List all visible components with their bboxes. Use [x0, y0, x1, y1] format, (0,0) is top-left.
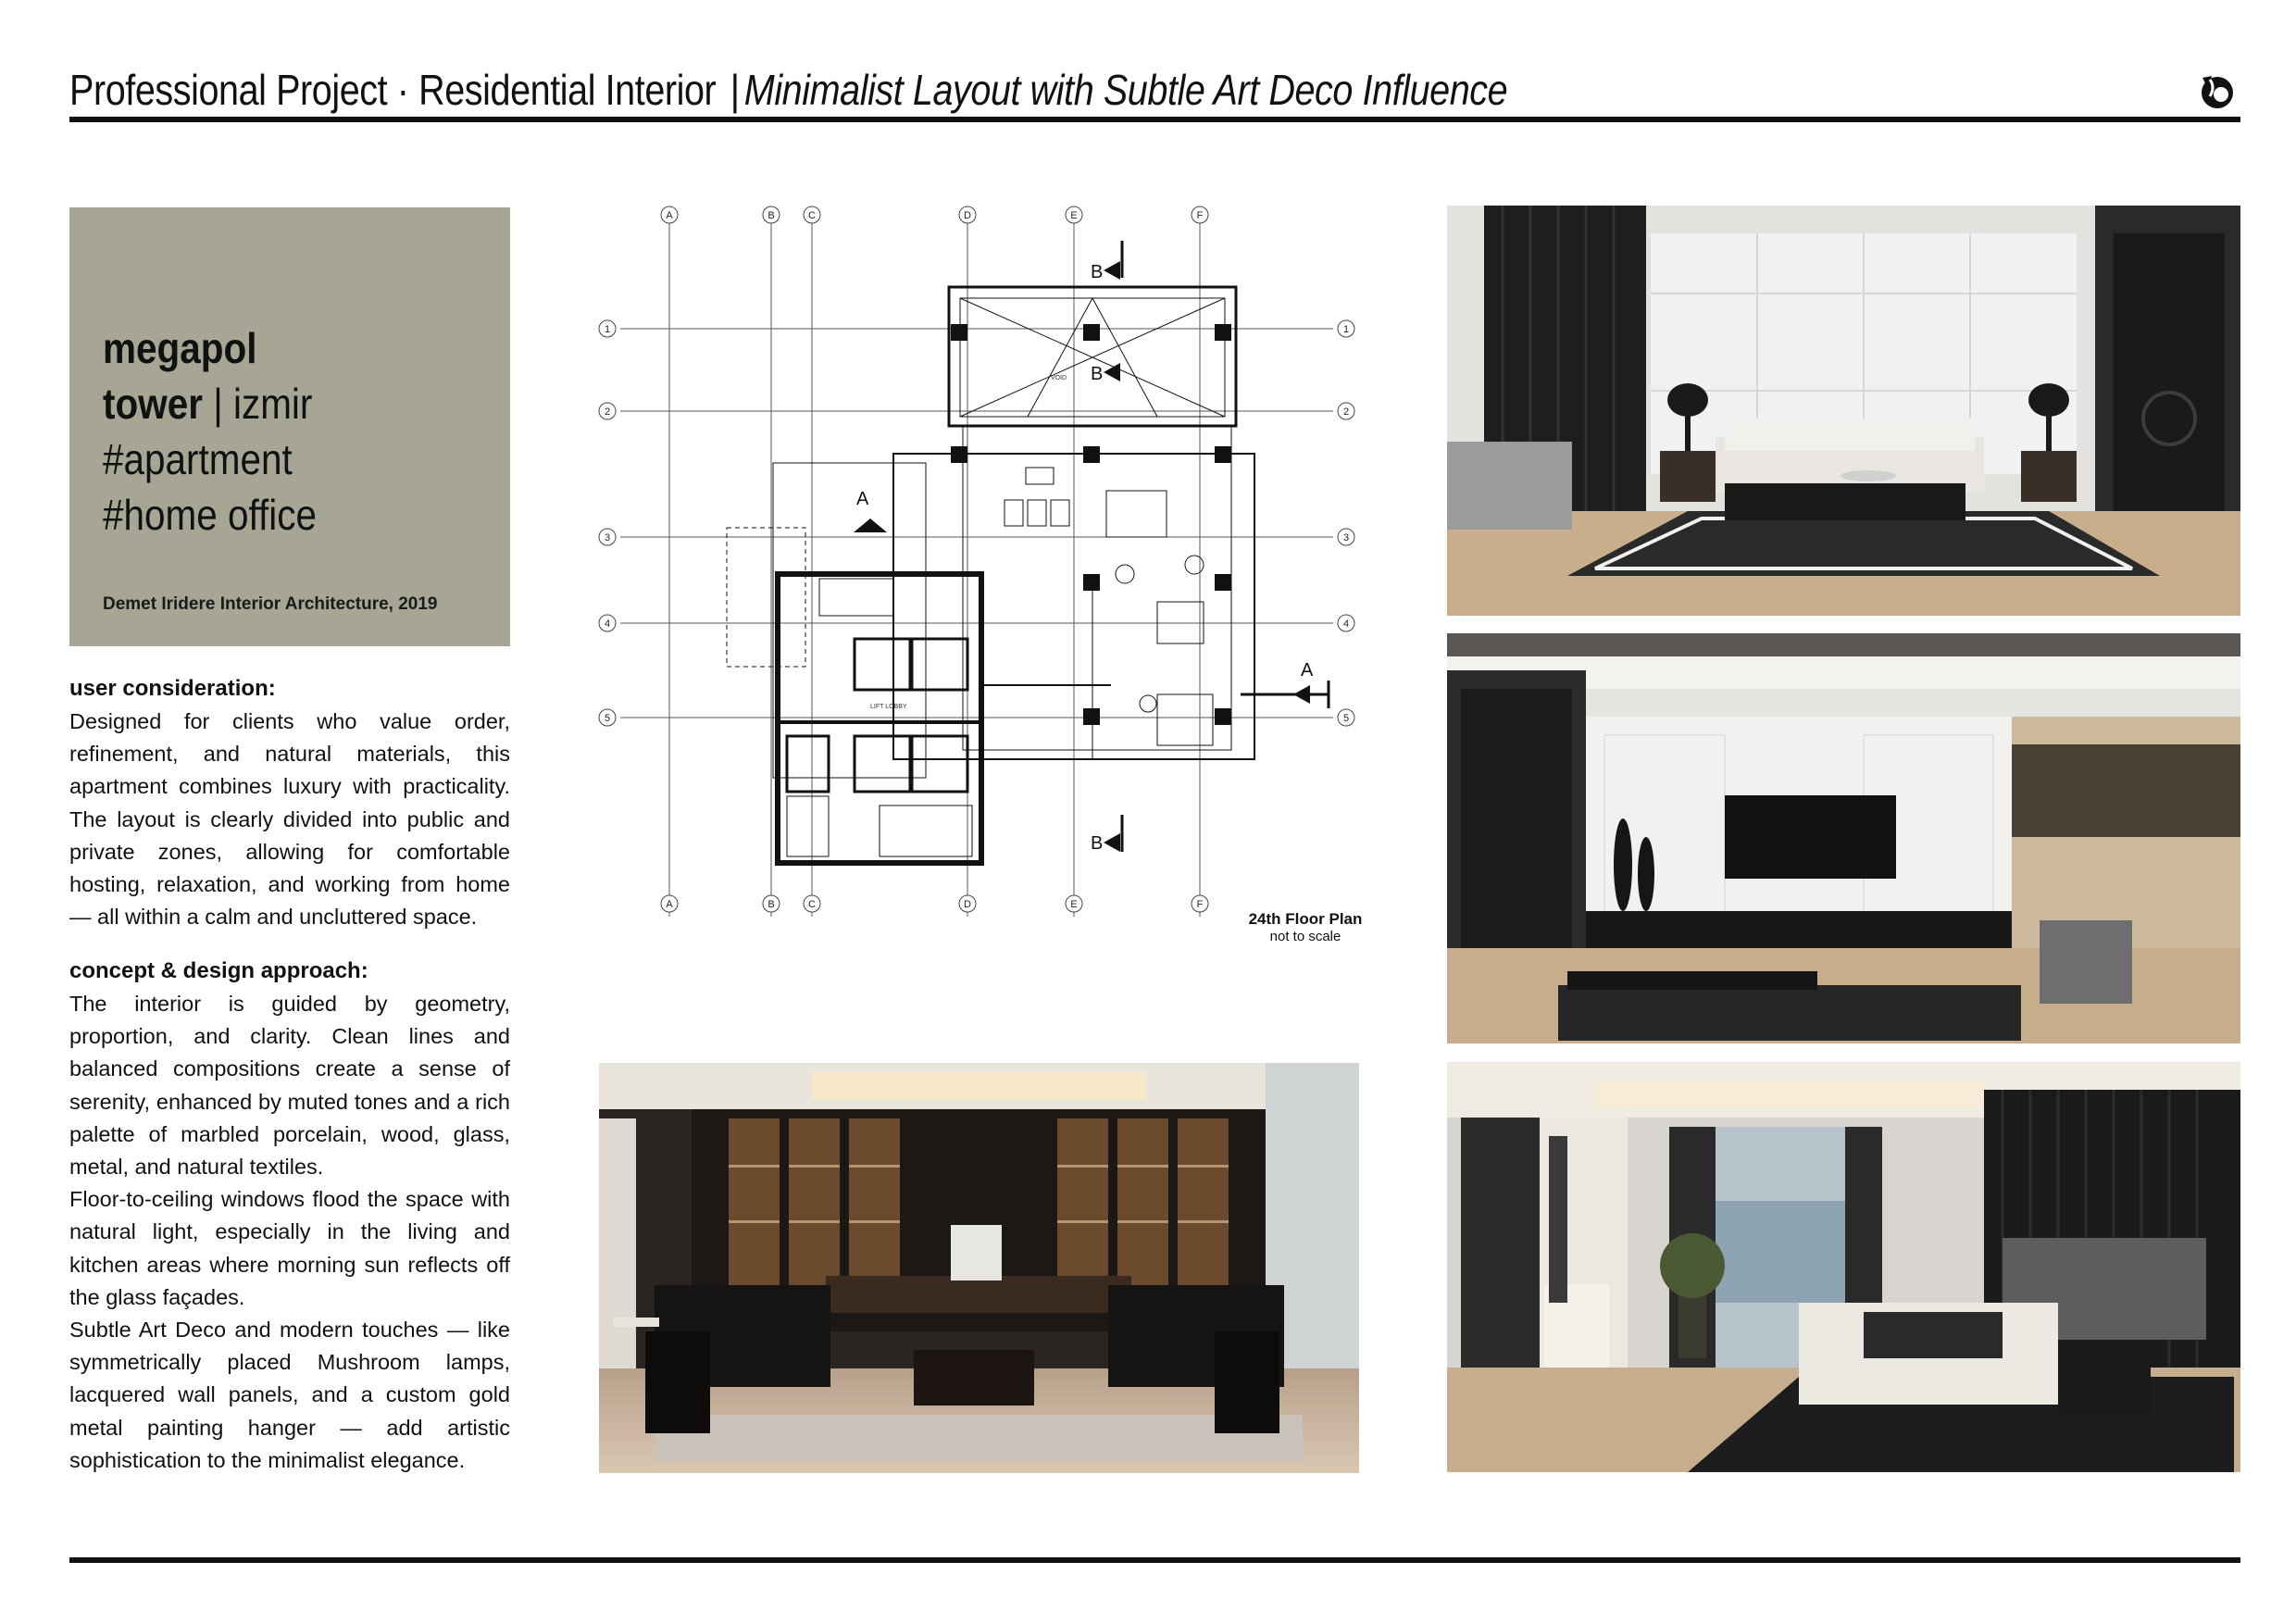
card-credit: Demet Iridere Interior Architecture, 2019	[103, 594, 438, 614]
render-bedroom	[1447, 1062, 2240, 1472]
title-separator: |	[730, 66, 740, 114]
user-consideration-body: Designed for clients who value order, refinement, and natural materials, this apartment combines luxury with practicality. The layout is clearly divided into public and private zones, allowing for comfortable hosting, relaxation, and working from home — all within a calm and uncluttered space.	[69, 709, 510, 930]
render-home-office	[599, 1063, 1359, 1473]
svg-text:A: A	[666, 899, 673, 910]
grid-bubble-col-f	[1192, 206, 1208, 223]
room-label-void: VOID	[1051, 375, 1067, 381]
user-consideration-heading: user consideration:	[69, 676, 276, 701]
room-label-lift-lobby: LIFT LOBBY	[870, 704, 907, 710]
svg-text:5: 5	[604, 713, 611, 724]
grid-bubble-row-3-right	[1338, 529, 1354, 545]
grid-bubble-col-c-bottom	[804, 895, 820, 912]
grid-bubble-col-b-bottom	[763, 895, 780, 912]
grid-bubble-col-e	[1066, 206, 1082, 223]
svg-text:3: 3	[604, 532, 611, 543]
grid-bubble-row-1	[599, 320, 616, 337]
svg-text:A: A	[666, 210, 673, 221]
section-mark-b-bottom: B	[1091, 833, 1104, 854]
grid-bubble-row-4-right	[1338, 615, 1354, 631]
svg-text:D: D	[964, 899, 971, 910]
page-title	[69, 65, 1507, 115]
section-mark-a-left: A	[856, 489, 869, 509]
section-mark-b-mid: B	[1091, 364, 1104, 384]
grid-bubble-row-5	[599, 709, 616, 726]
project-card	[69, 207, 510, 646]
svg-text:E: E	[1070, 210, 1078, 221]
concept-heading: concept & design approach:	[69, 958, 368, 983]
svg-text:B: B	[767, 899, 775, 910]
card-tag-apartment: #apartment	[103, 435, 293, 483]
page-header	[69, 56, 2240, 120]
render-living-room	[1447, 206, 2240, 616]
grid-bubble-row-2-right	[1338, 403, 1354, 419]
section-mark-b-top: B	[1091, 262, 1104, 282]
grid-bubble-col-b	[763, 206, 780, 223]
grid-bubble-row-3	[599, 529, 616, 545]
svg-text:1: 1	[1342, 324, 1350, 335]
grid-bubble-col-d	[959, 206, 976, 223]
grid-bubble-col-e-bottom	[1066, 895, 1082, 912]
grid-bubble-row-2	[599, 403, 616, 419]
svg-text:4: 4	[1342, 618, 1350, 630]
render-tv-lounge	[1447, 633, 2240, 1043]
title-main: Professional Project · Residential Interior	[69, 66, 717, 114]
svg-text:2: 2	[604, 406, 611, 418]
grid-bubble-col-a	[661, 206, 678, 223]
concept-paragraph-1: The interior is guided by geometry, proportion, and clarity. Clean lines and balanced compositions create a sense of serenity, enhanced by muted tones and a rich palette of marbled porcelain, wood, glass, metal, and natural textiles.	[69, 992, 510, 1180]
grid-bubble-row-4	[599, 615, 616, 631]
concept-paragraph-3: Subtle Art Deco and modern touches — like symmetrically placed Mushroom lamps, lacquered wall panels, and a custom gold metal painting hanger — add artistic sophistication to the minimalist elegance.	[69, 1318, 510, 1472]
header-rule	[69, 117, 2240, 122]
concept-section	[69, 958, 510, 1477]
grid-bubble-row-1-right	[1338, 320, 1354, 337]
svg-text:C: C	[808, 210, 816, 221]
card-title-line-1: megapol	[103, 324, 257, 372]
grid-bubble-col-d-bottom	[959, 895, 976, 912]
grid-bubble-col-f-bottom	[1192, 895, 1208, 912]
floor-plan-drawing	[593, 204, 1361, 944]
title-subtitle: Minimalist Layout with Subtle Art Deco Influence	[743, 66, 1508, 114]
svg-text:F: F	[1196, 899, 1204, 910]
svg-text:B: B	[767, 210, 775, 221]
grid-bubble-col-a-bottom	[661, 895, 678, 912]
section-mark-a-right: A	[1301, 660, 1314, 681]
svg-text:C: C	[808, 899, 816, 910]
svg-text:E: E	[1070, 899, 1078, 910]
floor-plan-scale-note: not to scale	[1269, 929, 1341, 944]
floor-plan-title: 24th Floor Plan	[1248, 910, 1363, 928]
svg-text:2: 2	[1342, 406, 1350, 418]
svg-text:5: 5	[1342, 713, 1350, 724]
user-consideration-section	[69, 676, 510, 933]
grid-bubble-row-5-right	[1338, 709, 1354, 726]
card-tag-home-office: #home office	[103, 491, 318, 539]
svg-text:1: 1	[604, 324, 611, 335]
grid-bubble-col-c	[804, 206, 820, 223]
brand-logo-icon	[2197, 70, 2238, 111]
concept-paragraph-2: Floor-to-ceiling windows flood the space with natural light, especially in the living and kitchen areas where morning sun reflects off the glass façades.	[69, 1187, 510, 1309]
svg-text:F: F	[1196, 210, 1204, 221]
footer-rule	[69, 1557, 2240, 1563]
floor-plan-caption	[1241, 910, 1370, 944]
svg-text:4: 4	[604, 618, 611, 630]
card-title-line-2: tower | izmir	[103, 380, 313, 428]
svg-text:D: D	[964, 210, 971, 221]
svg-text:3: 3	[1342, 532, 1350, 543]
